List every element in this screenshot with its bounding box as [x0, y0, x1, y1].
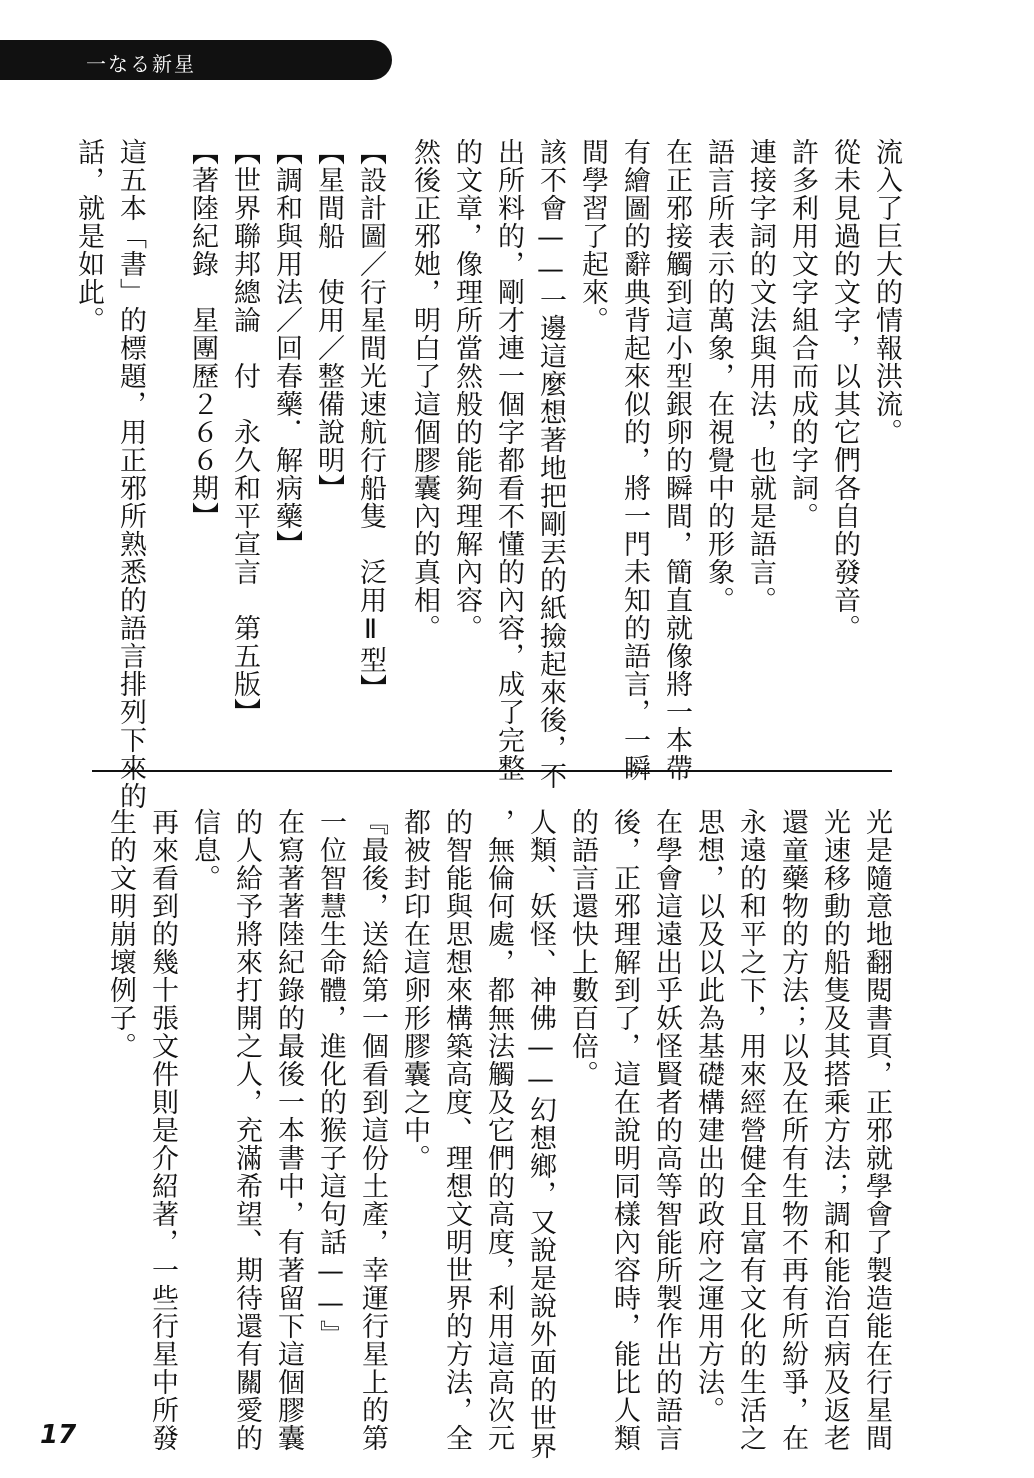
text-column: 光速移動的船隻及其搭乘方法；調和能治百病及返老 [819, 808, 850, 1452]
text-column: 這五本「書」的標題，用正邪所熟悉的語言排列下來的 [115, 138, 146, 810]
chapter-title: 一なる新星 [86, 52, 196, 76]
text-column: 有繪圖的辭典背起來似的，將一門未知的語言，一瞬 [619, 138, 650, 782]
chapter-header-tab [0, 40, 392, 80]
text-column: 連接字詞的文法與用法，也就是語言。 [745, 138, 776, 614]
book-title-column: 【著陸紀錄 星團歷２６６期】 [187, 138, 218, 530]
text-column: 人類、妖怪、神佛——幻想鄉，又說是說外面的世界 [525, 808, 556, 1460]
text-column: 還童藥物的方法；以及在所有生物不再有所紛爭，在 [777, 808, 808, 1452]
text-column: 間學習了起來。 [577, 138, 608, 334]
text-column: 再來看到的幾十張文件則是介紹著，一些行星中所發 [147, 808, 178, 1452]
book-title-column: 【調和與用法／回春藥．解病藥】 [271, 138, 302, 558]
text-column: 『最後，送給第一個看到這份土產，幸運行星上的第 [357, 808, 388, 1452]
book-title-column: 【星間船 使用／整備說明】 [313, 138, 344, 502]
text-column: 光是隨意地翻閱書頁，正邪就學會了製造能在行星間 [861, 808, 892, 1452]
text-column: 生的文明崩壞例子。 [105, 808, 136, 1060]
text-column: 流入了巨大的情報洪流。 [871, 138, 902, 446]
text-column: 信息。 [189, 808, 220, 892]
text-column: 的人給予將來打開之人，充滿希望、期待還有關愛的 [231, 808, 262, 1452]
text-column: 從未見過的文字，以其它們各自的發音。 [829, 138, 860, 642]
text-column: ，無倫何處，都無法觸及它們的高度，利用這高次元 [483, 808, 514, 1452]
text-column: 的語言還快上數百倍。 [567, 808, 598, 1088]
page-number: 17 [40, 1420, 77, 1450]
book-title-column: 【世界聯邦總論 付 永久和平宣言 第五版】 [229, 138, 260, 726]
text-column: 的智能與思想來構築高度、理想文明世界的方法，全 [441, 808, 472, 1452]
text-column: 的文章，像理所當然般的能夠理解內容。 [451, 138, 482, 642]
text-column: 永遠的和平之下，用來經營健全且富有文化的生活之 [735, 808, 766, 1452]
text-column: 思想，以及以此為基礎構建出的政府之運用方法。 [693, 808, 724, 1424]
text-column: 後，正邪理解到了，這在說明同樣內容時，能比人類 [609, 808, 640, 1452]
text-column: 一位智慧生命體，進化的猴子這句話——』 [315, 808, 346, 1348]
text-column: 出所料的，剛才連一個字都看不懂的內容，成了完整 [493, 138, 524, 782]
text-column: 都被封印在這卵形膠囊之中。 [399, 808, 430, 1172]
book-title-column: 【設計圖／行星間光速航行船隻 泛用Ⅱ型】 [355, 138, 386, 702]
text-column: 話，就是如此。 [73, 138, 104, 334]
text-column: 許多利用文字組合而成的字詞。 [787, 138, 818, 530]
text-column: 在學會這遠出乎妖怪賢者的高等智能所製作出的語言 [651, 808, 682, 1452]
text-column: 該不會——一邊這麼想著地把剛丟的紙撿起來後，不 [535, 138, 566, 790]
text-column: 在寫著著陸紀錄的最後一本書中，有著留下這個膠囊 [273, 808, 304, 1452]
text-column: 在正邪接觸到這小型銀卵的瞬間，簡直就像將一本帶 [661, 138, 692, 782]
text-column: 然後正邪她，明白了這個膠囊內的真相。 [409, 138, 440, 642]
text-column: 語言所表示的萬象，在視覺中的形象。 [703, 138, 734, 614]
